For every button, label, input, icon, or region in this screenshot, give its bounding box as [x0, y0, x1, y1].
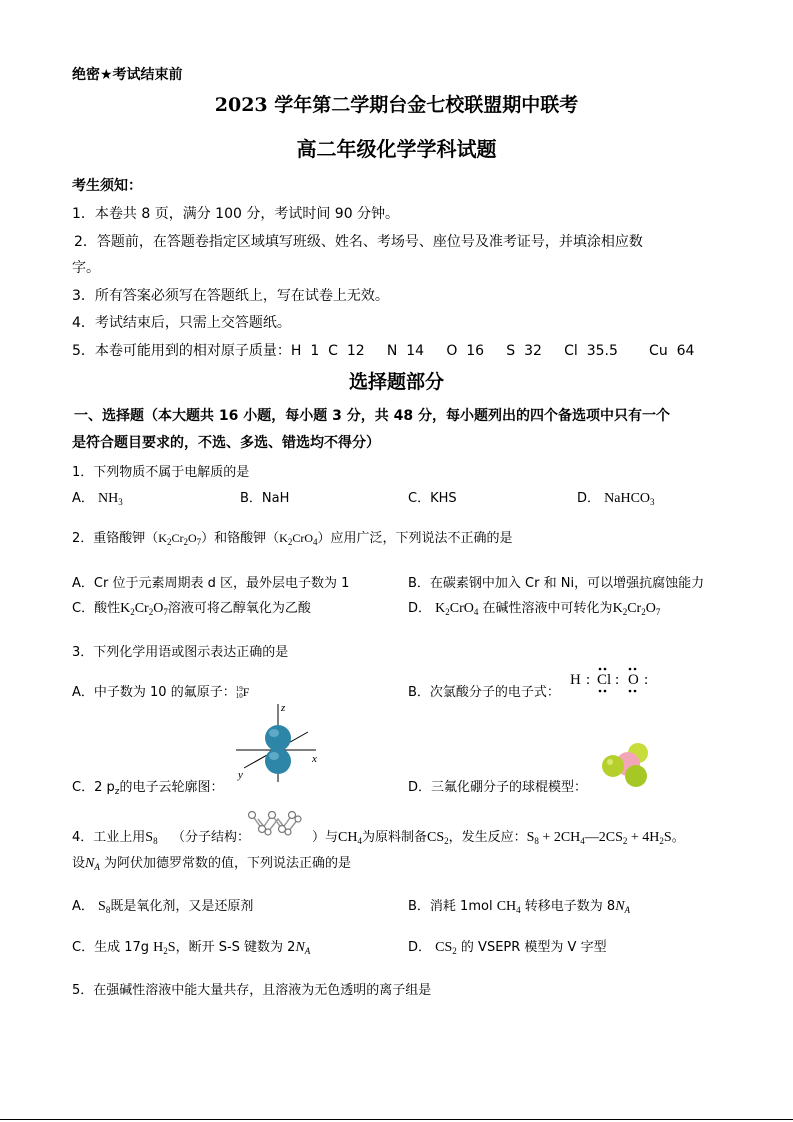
- section-intro: 一、选择题（本大题共 16 小题，每小题 3 分，共 48 分，每小题列出的四个备选项中只有一个: [74, 408, 670, 424]
- option-d: D． NaHCO$_3$: [577, 491, 655, 507]
- question-stem-part: ）与$CH_4$为原料制备$CS_2$，发生反应：$S_8$ + $2CH_4—2CS_2 + 4H_2S$。: [312, 830, 685, 846]
- svg-text:O: O: [628, 672, 639, 688]
- question-stem: 2．重铬酸钾$(K_2Cr_2O_7)$和铬酸钾$(K_2CrO_4)$应用广泛，下列说法不正确的是: [72, 531, 513, 547]
- svg-text:H: H: [570, 672, 581, 688]
- question-stem-2: 设$N_A$ 为阿伏加德罗常数的值，下列说法正确的是: [72, 856, 352, 872]
- bf3-ball-model: [598, 739, 656, 791]
- option-d: D． $K_2CrO_4$ 在碱性溶液中可转化为$K_2Cr_2O_7$: [408, 601, 661, 617]
- page-bottom-rule: [0, 1119, 793, 1120]
- notice-item: 2．答题前，在答题卷指定区域填写班级、姓名、考场号、座位号及准考证号，并填涂相应数: [74, 234, 643, 250]
- svg-text:Cl: Cl: [597, 672, 612, 688]
- question-stem: 4．工业上用$S_8$: [72, 830, 158, 846]
- option-a: A． $S_8$既是氧化剂，又是还原剂: [72, 899, 254, 915]
- option-b: B．在碳素钢中加入 Cr 和 Ni，可以增强抗腐蚀能力: [408, 576, 705, 591]
- notice-item: 4．考试结束后，只需上交答题纸。: [72, 315, 291, 331]
- exam-subtitle: 高二年级化学学科试题: [296, 137, 497, 161]
- option-c: C．酸性$K_2Cr_2O_7$溶液可将乙醇氧化为乙酸: [72, 601, 311, 617]
- electron-dot-formula: [568, 664, 658, 694]
- notice-item: 1．本卷共 8 页，满分 100 分，考试时间 90 分钟。: [72, 206, 400, 222]
- option-c: C．KHS: [408, 491, 457, 506]
- z-axis-label: z: [281, 702, 286, 714]
- option-d: D． $CS_2$ 的 VSEPR 模型为 V 字型: [408, 940, 607, 956]
- notice-item: 5．本卷可能用到的相对原子质量：H 1 C 12 N 14 O 16 S 32 Cl 35.5 Cu 64: [72, 343, 695, 359]
- section-title: 选择题部分: [348, 371, 444, 393]
- question-stem: 5．在强碱性溶液中能大量共存，且溶液为无色透明的离子组是: [72, 983, 432, 998]
- svg-text::: :: [586, 672, 591, 688]
- confidential-mark: 绝密★考试结束前: [72, 67, 183, 83]
- option-a: A．Cr 位于元素周期表 d 区，最外层电子数为 1: [72, 576, 350, 591]
- option-c: C．2 $p_z$的电子云轮廓图：: [72, 780, 224, 797]
- exam-title: 2023 学年第二学期台金七校联盟期中联考: [214, 94, 579, 116]
- option-d: D．三氟化硼分子的球棍模型：: [408, 780, 588, 795]
- svg-text::: :: [644, 672, 649, 688]
- x-axis-label: x: [312, 753, 317, 765]
- notice-item: 3．所有答案必须写在答题纸上，写在试卷上无效。: [72, 288, 389, 304]
- section-intro: 是符合题目要求的，不选、多选、错选均不得分）: [72, 435, 380, 451]
- question-stem-part: （分子结构：: [172, 830, 251, 845]
- notice-item: 字。: [72, 260, 100, 276]
- option-a: A． $NH_3$: [72, 491, 123, 507]
- p-orbital-figure: [232, 700, 324, 786]
- option-a: A．中子数为 10 的氟原子：19 10F: [72, 685, 250, 701]
- option-b: B．次氯酸分子的电子式：: [408, 685, 560, 700]
- notice-heading: 考生须知：: [72, 178, 142, 194]
- option-c: C．生成 17g $H_2S$，断开 S-S 键数为 $2N_A$: [72, 940, 311, 956]
- option-b: B．消耗 1mol $CH_4$ 转移电子数为 $8N_A$: [408, 899, 631, 915]
- option-b: B．NaH: [240, 491, 290, 506]
- s8-structure-icon: [244, 810, 306, 836]
- y-axis-label: y: [238, 769, 243, 781]
- question-stem: 1．下列物质不属于电解质的是: [72, 465, 250, 480]
- question-stem: 3．下列化学用语或图示表达正确的是: [72, 645, 289, 660]
- svg-text::: :: [615, 672, 620, 688]
